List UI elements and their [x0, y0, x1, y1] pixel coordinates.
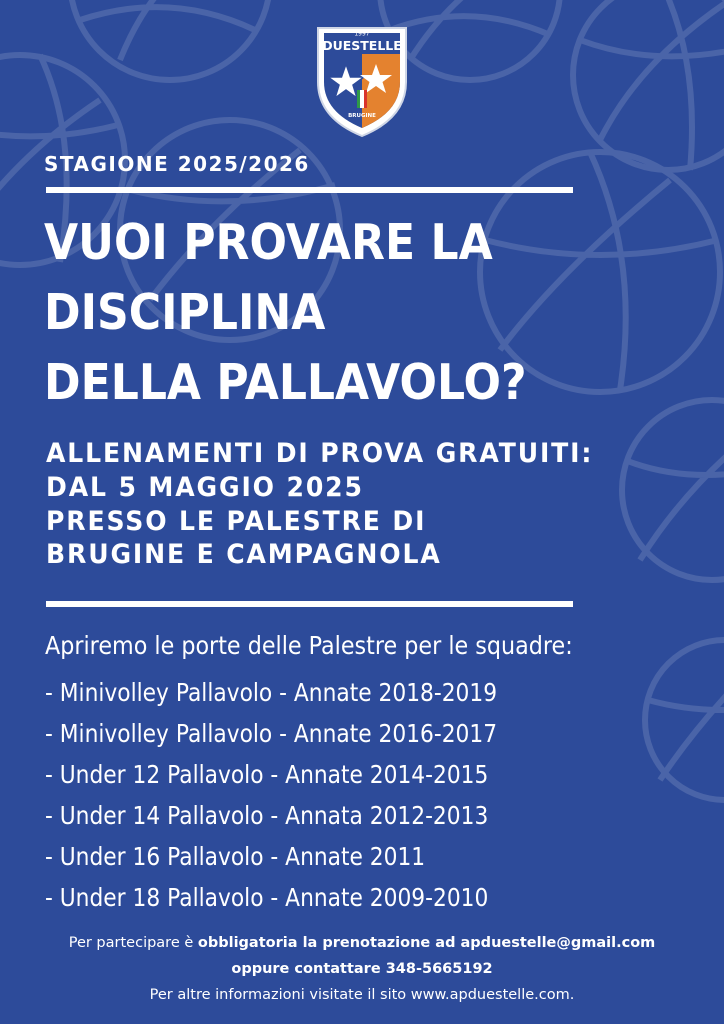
season-label: STAGIONE 2025/2026 [44, 152, 310, 176]
volleyball-icon [573, 0, 724, 170]
info-line: PRESSO LE PALESTRE DI [46, 505, 427, 537]
intro-text: Apriremo le porte delle Palestre per le squadre: [45, 631, 573, 660]
list-item: - Minivolley Pallavolo - Annate 2018-2019 [45, 678, 498, 707]
list-item: - Minivolley Pallavolo - Annate 2016-2017 [45, 719, 498, 748]
volleyball-icon [70, 0, 270, 80]
divider-bottom [46, 601, 573, 607]
info-line: BRUGINE E CAMPAGNOLA [46, 539, 442, 571]
footer-prefix: Per partecipare è [68, 935, 198, 951]
logo-name: DUESTELLE [322, 38, 402, 53]
headline [44, 208, 527, 418]
volleyball-icon [622, 400, 724, 580]
team-list [45, 672, 497, 918]
footer [0, 930, 724, 1008]
footer-line-phone [0, 956, 724, 982]
trial-info [46, 437, 593, 572]
headline-line: VUOI PROVARE LA [44, 214, 493, 271]
headline-line: DISCIPLINA [44, 284, 326, 342]
contact-phone: oppure contattare 348-5665192 [231, 961, 493, 977]
volleyball-icon [645, 640, 724, 800]
list-item: - Under 16 Pallavolo - Annate 2011 [45, 842, 426, 871]
list-item: - Under 12 Pallavolo - Annate 2014-2015 [45, 760, 489, 789]
footer-line-website: Per altre informazioni visitate il sito www.apduestelle.com. [149, 987, 575, 1003]
info-line: DAL 5 MAGGIO 2025 [46, 471, 364, 503]
divider-top [46, 187, 573, 193]
info-line: ALLENAMENTI DI PROVA GRATUITI: [46, 438, 594, 469]
headline-line: DELLA PALLAVOLO? [44, 354, 527, 412]
footer-line-booking [0, 930, 724, 956]
club-logo [310, 20, 414, 140]
booking-email: obbligatoria la prenotazione ad apduestelle@gmail.com [197, 935, 656, 951]
logo-town: BRUGINE [348, 113, 376, 119]
list-item: - Under 14 Pallavolo - Annata 2012-2013 [45, 801, 489, 830]
logo-year: 1997 [354, 30, 370, 38]
list-item: - Under 18 Pallavolo - Annate 2009-2010 [45, 883, 489, 912]
